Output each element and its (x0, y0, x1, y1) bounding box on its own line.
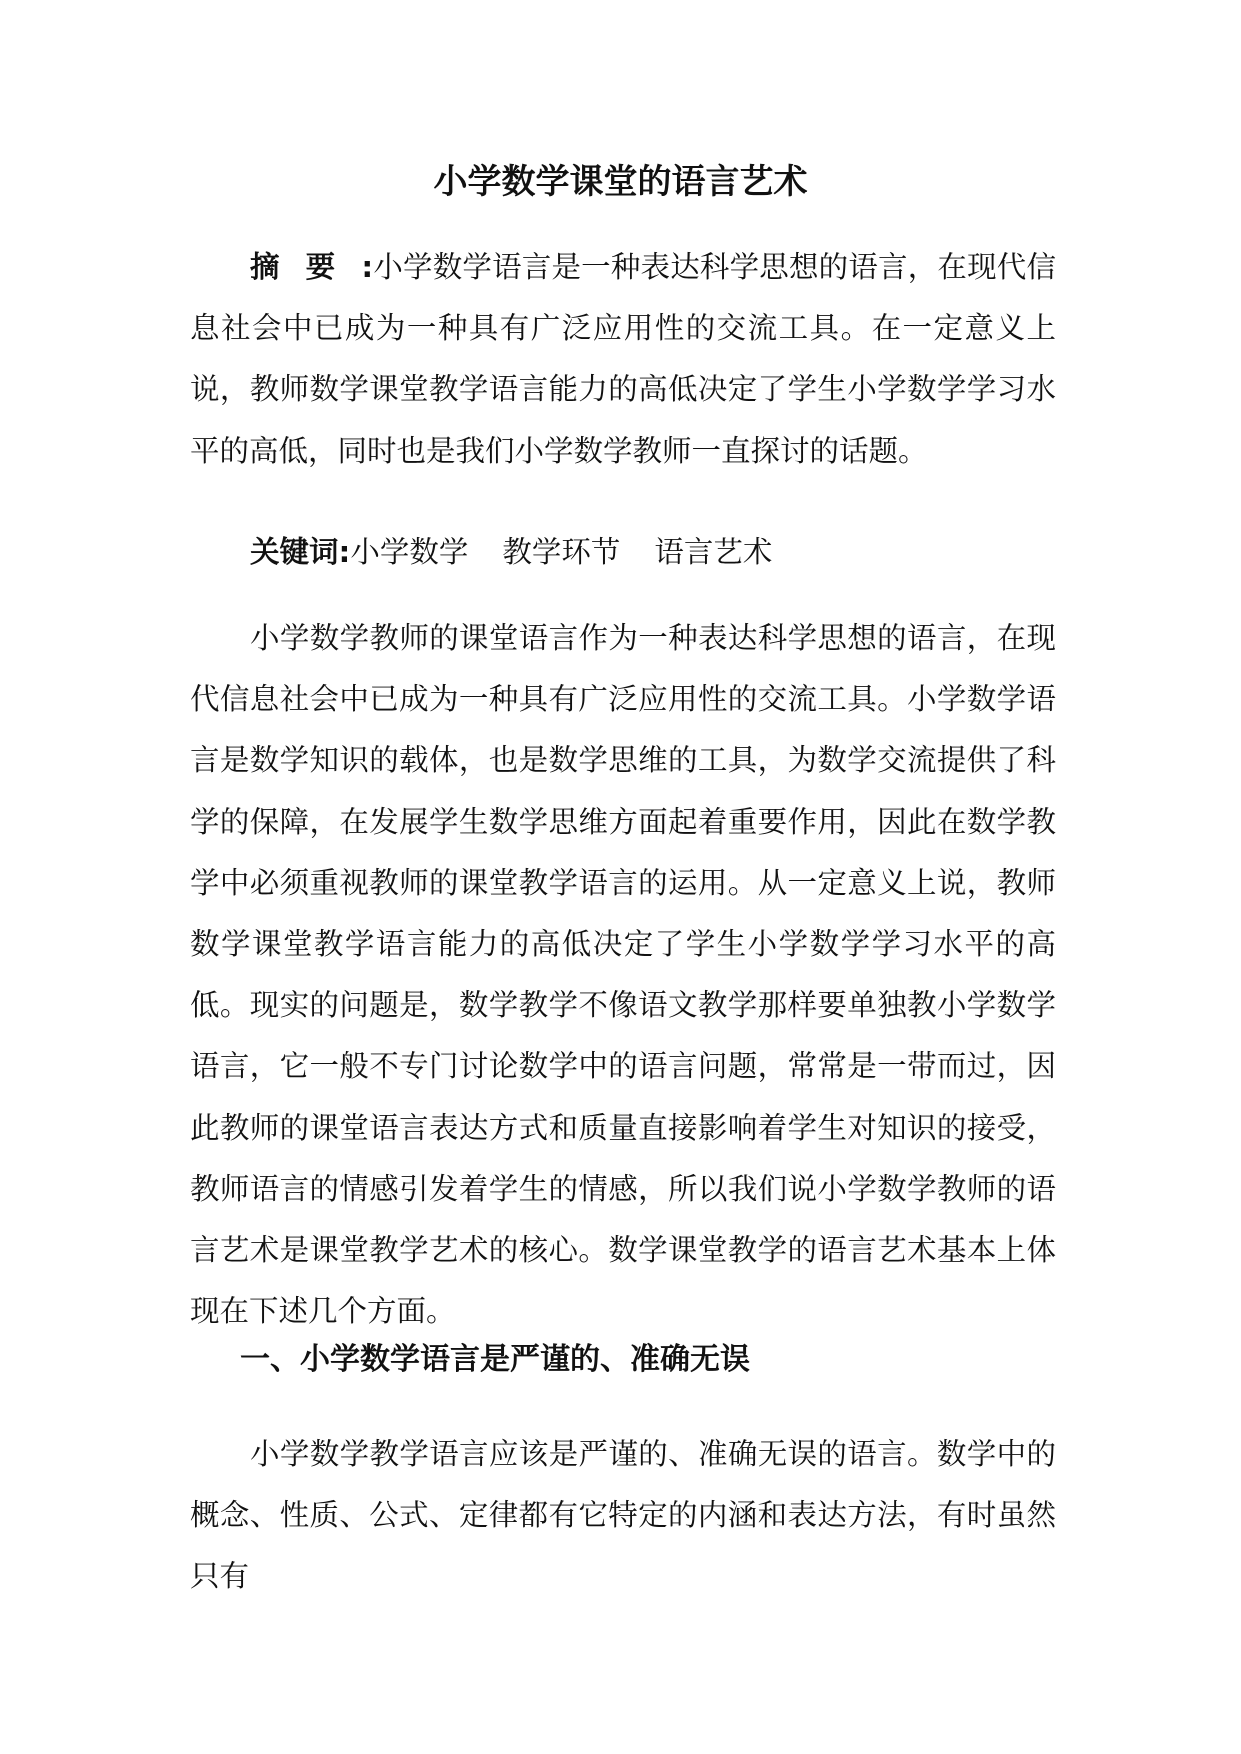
abstract-text: 小学数学语言是一种表达科学思想的语言，在现代信息社会中已成为一种具有广泛应用性的交流工具。在一定意义上说，教师数学课堂教学语言能力的高低决定了学生小学数学学习水平的高低，同时也是我们小学数学教师一直探讨的话题。 (190, 250, 1056, 468)
document-title: 小学数学课堂的语言艺术 (433, 162, 808, 202)
abstract-paragraph (190, 237, 1056, 482)
abstract-label (250, 250, 373, 284)
keywords-label: 关键词: (250, 535, 351, 569)
abstract-label-colon: : (361, 250, 374, 284)
keyword-item: 教学环节 (502, 535, 621, 569)
body-paragraph: 小学数学教师的课堂语言作为一种表达科学思想的语言，在现代信息社会中已成为一种具有广泛应用性的交流工具。小学数学语言是数学知识的载体，也是数学思维的工具，为数学交流提供了科学的保障，在发展学生数学思维方面起着重要作用，因此在数学教学中必须重视教师的课堂教学语言的运用。从一定意义上说，教师数学课堂教学语言能力的高低决定了学生小学数学学习水平的高低。现实的问题是，数学教学不像语文教学那样要单独教小学数学语言，它一般不专门讨论数学中的语言问题，常常是一带而过，因此教师的课堂语言表达方式和质量直接影响着学生对知识的接受，教师语言的情感引发着学生的情感，所以我们说小学数学教师的语言艺术是课堂教学艺术的核心。数学课堂教学的语言艺术基本上体现在下述几个方面。 (190, 621, 1056, 1329)
keywords-line (190, 522, 1056, 583)
section-paragraph: 小学数学教学语言应该是严谨的、准确无误的语言。数学中的概念、性质、公式、定律都有它特定的内涵和表达方法，有时虽然只有 (190, 1437, 1056, 1594)
keyword-item: 小学数学 (350, 535, 469, 569)
abstract-label-text: 摘要 (250, 250, 362, 284)
keyword-item: 语言艺术 (654, 535, 773, 569)
section-heading: 一、小学数学语言是严谨的、准确无误 (240, 1342, 750, 1377)
